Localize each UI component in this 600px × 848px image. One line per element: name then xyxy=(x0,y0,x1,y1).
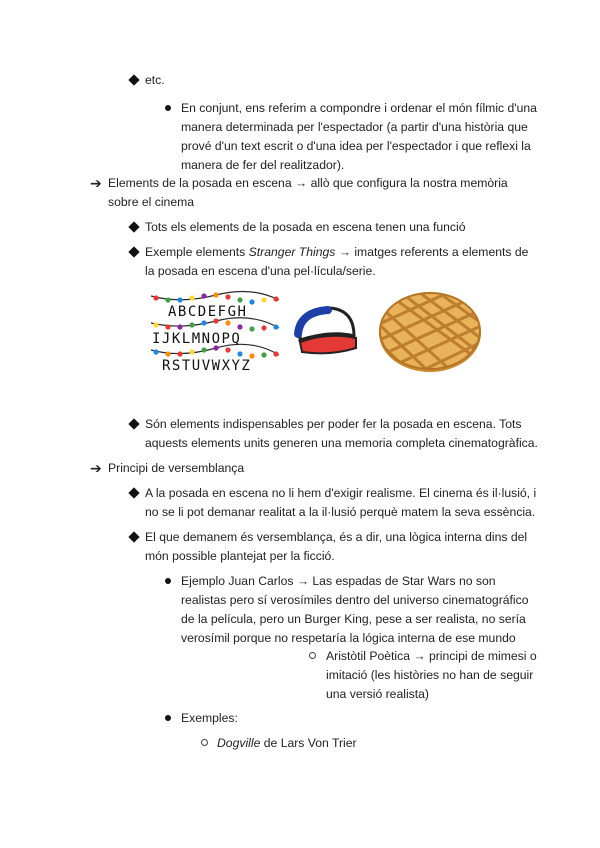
diamond-bullet-icon xyxy=(128,246,139,257)
diamond-bullet-icon xyxy=(128,74,139,85)
item-text: Exemples: xyxy=(181,711,238,725)
item-text: Principi de versemblança xyxy=(108,461,245,475)
waffle-image xyxy=(376,288,484,372)
dot-bullet-icon xyxy=(165,105,171,111)
show-title: Stranger Things xyxy=(248,245,336,259)
alphabet-lights-image xyxy=(146,288,284,378)
item-text: Exemple elements Stranger Things → imatges referents a elements de la posada en escena d'una pel·lícula/serie. xyxy=(145,245,529,278)
diamond-bullet-icon xyxy=(128,531,139,542)
cap-image xyxy=(292,302,362,362)
dot-bullet-icon xyxy=(165,578,171,584)
item-text: Elements de la posada en escena → allò que configura la nostra memòria sobre el cinema xyxy=(108,176,508,209)
diamond-bullet-icon xyxy=(128,487,139,498)
item-text: Aristòtil Poètica → principi de mimesi o imitació (les històries no han de seguir una versió realista) xyxy=(326,649,537,701)
item-text: Són elements indispensables per poder fer la posada en escena. Tots aquests elements units generen una memoria completa cinematogràfica. xyxy=(145,417,538,450)
arrow-bullet-icon: ➔ xyxy=(90,175,102,191)
item-text: Tots els elements de la posada en escena tenen una funció xyxy=(145,220,466,234)
alphabet-row-2: IJKLMNOPQ xyxy=(152,331,242,347)
alphabet-row-3: RSTUVWXYZ xyxy=(162,358,252,374)
film-title: Dogville xyxy=(217,736,261,750)
item-text: En conjunt, ens referim a compondre i ordenar el món fílmic d'una manera determinada per l'espectador (a partir d'una història que prové d'un text escrit o d'una idea per l'espectador i que reflexi la manera de fer del realitzador). xyxy=(181,101,537,172)
item-text: etc. xyxy=(145,73,165,87)
item-text: Dogville de Lars Von Trier xyxy=(217,736,357,750)
diamond-bullet-icon xyxy=(128,418,139,429)
alphabet-row-1: ABCDEFGH xyxy=(168,304,248,320)
diamond-bullet-icon xyxy=(128,221,139,232)
circle-bullet-icon xyxy=(309,652,316,659)
circle-bullet-icon xyxy=(201,739,208,746)
item-text: A la posada en escena no li hem d'exigir realisme. El cinema és il·lusió, i no se li pot demanar realitat a la il·lusió perquè matem la seva essència. xyxy=(145,486,537,519)
item-text: El que demanem és versemblança, és a dir, una lògica interna dins del món possible plantejat per la ficció. xyxy=(145,530,528,563)
stranger-things-images xyxy=(146,288,486,378)
dot-bullet-icon xyxy=(165,715,171,721)
arrow-bullet-icon: ➔ xyxy=(90,460,102,476)
item-text: Ejemplo Juan Carlos → Las espadas de Star Wars no son realistas pero sí verosímiles dentro del universo cinematográfico de la película, pero un Burger King, pese a ser realista, no sería verosímil porque no respetaría la lógica interna de ese mundo xyxy=(181,574,529,645)
